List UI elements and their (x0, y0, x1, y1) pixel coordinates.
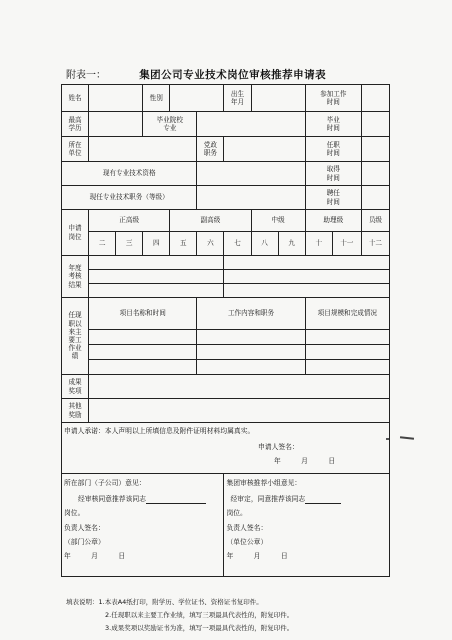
group-opinion-title: 集团审核推荐小组意见： (226, 479, 302, 487)
party-post-label: 党政 职务 (197, 137, 224, 162)
level-option[interactable]: 九 (278, 232, 305, 256)
other-awards-label: 其他 奖励 (62, 399, 89, 423)
level-option[interactable]: 八 (251, 232, 278, 256)
work-start-field[interactable] (361, 85, 389, 112)
level-option[interactable]: 四 (143, 232, 170, 256)
applicant-signature[interactable]: 申请人签名： (258, 443, 299, 452)
annual-review-field[interactable] (89, 256, 224, 270)
dept-leader-signature[interactable]: 负责人签名： (64, 524, 105, 533)
note-item: 2.任现职以来主要工作业绩，填写三项最具代表性的，附复印件。 (105, 611, 294, 619)
group-date: 年 月 日 (226, 552, 288, 561)
name-label: 姓名 (62, 85, 89, 112)
project-col-name: 项目名称和时间 (89, 298, 197, 330)
grade-senior: 正高级 (89, 210, 170, 232)
birth-field[interactable] (251, 85, 305, 112)
appoint-time-label: 任职 时间 (305, 137, 361, 162)
gender-field[interactable] (170, 85, 224, 112)
dept-post-blank[interactable] (146, 496, 206, 504)
project-field[interactable] (197, 345, 305, 360)
hire-time-label: 聘任 时间 (305, 186, 361, 210)
project-col-scale: 项目规模和完成情况 (305, 298, 389, 330)
level-option[interactable]: 五 (170, 232, 197, 256)
project-field[interactable] (305, 345, 389, 360)
level-option[interactable]: 二 (89, 232, 116, 256)
attachment-label: 附表一： (66, 70, 106, 81)
grade-assistant: 助理级 (305, 210, 361, 232)
pledge-date: 年 月 日 (274, 456, 336, 465)
annual-review-field[interactable] (89, 270, 224, 284)
level-option[interactable]: 六 (197, 232, 224, 256)
annual-review-field[interactable] (89, 284, 224, 298)
annual-review-field[interactable] (224, 256, 390, 270)
level-option[interactable]: 十 (305, 232, 332, 256)
note-item: 3.成果奖项以奖励证书为准，填写一项最具代表性的，附复印件。 (105, 624, 294, 632)
grade-intermediate: 中级 (251, 210, 305, 232)
group-seal: （单位公章） (226, 537, 268, 546)
dept-seal: （部门公章） (64, 537, 105, 546)
projects-label: 任现 职以 来主 要工 作业 绩 (62, 298, 89, 375)
birth-label: 出生 年月 (224, 85, 251, 112)
annual-review-field[interactable] (224, 284, 390, 298)
scan-mark (386, 438, 389, 440)
obtain-time-field[interactable] (361, 162, 389, 186)
annual-review-label: 年度 考核 结果 (62, 256, 89, 298)
group-leader-signature[interactable]: 负责人签名： (226, 524, 268, 533)
grad-time-label: 毕业 时间 (305, 112, 361, 137)
appoint-time-field[interactable] (361, 137, 389, 162)
group-post-text: 岗位。 (226, 508, 247, 517)
notes-label: 填表说明： (66, 598, 99, 606)
project-field[interactable] (89, 330, 197, 345)
education-field[interactable] (89, 112, 143, 137)
form-notes (66, 596, 426, 635)
grad-time-field[interactable] (361, 112, 389, 137)
project-field[interactable] (89, 345, 197, 360)
dept-date: 年 月 日 (64, 552, 126, 561)
group-opinion-box (224, 474, 390, 577)
scan-mark (400, 436, 414, 439)
group-post-blank[interactable] (305, 496, 341, 504)
project-field[interactable] (197, 330, 305, 345)
form-title: 集团公司专业技术岗位审核推荐申请表 (139, 69, 327, 81)
unit-label: 所在 单位 (62, 137, 89, 162)
hire-time-field[interactable] (361, 186, 389, 210)
dept-post-text: 岗位。 (64, 508, 85, 517)
annual-review-field[interactable] (224, 270, 390, 284)
grade-associate: 副高级 (170, 210, 251, 232)
dept-opinion-title: 所在部门（子公司）意见： (64, 479, 146, 487)
project-field[interactable] (197, 360, 305, 375)
project-field[interactable] (89, 360, 197, 375)
application-form-table (61, 84, 390, 577)
dept-review-text: 经审核同意推荐该同志 (78, 495, 146, 504)
obtain-time-label: 取得 时间 (305, 162, 361, 186)
gender-label: 性别 (143, 85, 170, 112)
grade-staff: 员级 (361, 210, 389, 232)
level-option[interactable]: 七 (224, 232, 251, 256)
pledge-text: 申请人承诺：本人声明以上所填信息及附件证明材料均属真实。 (64, 427, 255, 435)
unit-field[interactable] (89, 137, 197, 162)
current-post-field[interactable] (197, 186, 305, 210)
work-start-label: 参加工作 时间 (305, 85, 361, 112)
results-label: 成果 奖项 (62, 375, 89, 399)
project-field[interactable] (305, 330, 389, 345)
group-review-text: 经审定，同意推荐该同志 (230, 495, 306, 504)
level-option[interactable]: 十一 (332, 232, 361, 256)
project-field[interactable] (305, 360, 389, 375)
project-col-role: 工作内容和职务 (197, 298, 305, 330)
note-item: 1.本表A4纸打印，附学历、学位证书、资格证书复印件。 (98, 598, 263, 606)
current-post-label: 现任专业技术职务（等级） (62, 186, 197, 210)
level-option[interactable]: 十二 (361, 232, 389, 256)
education-label: 最高 学历 (62, 112, 89, 137)
header (66, 66, 326, 82)
level-option[interactable]: 三 (116, 232, 143, 256)
apply-post-label: 申请 岗位 (62, 210, 89, 256)
pledge-box (62, 423, 390, 474)
other-awards-field[interactable] (89, 399, 390, 423)
results-field[interactable] (89, 375, 390, 399)
qualification-field[interactable] (197, 162, 305, 186)
school-major-field[interactable] (197, 112, 305, 137)
qualification-label: 现有专业技术资格 (62, 162, 197, 186)
party-post-field[interactable] (224, 137, 305, 162)
school-major-label: 毕业院校 专业 (143, 112, 197, 137)
dept-opinion-box (62, 474, 224, 577)
name-field[interactable] (89, 85, 143, 112)
